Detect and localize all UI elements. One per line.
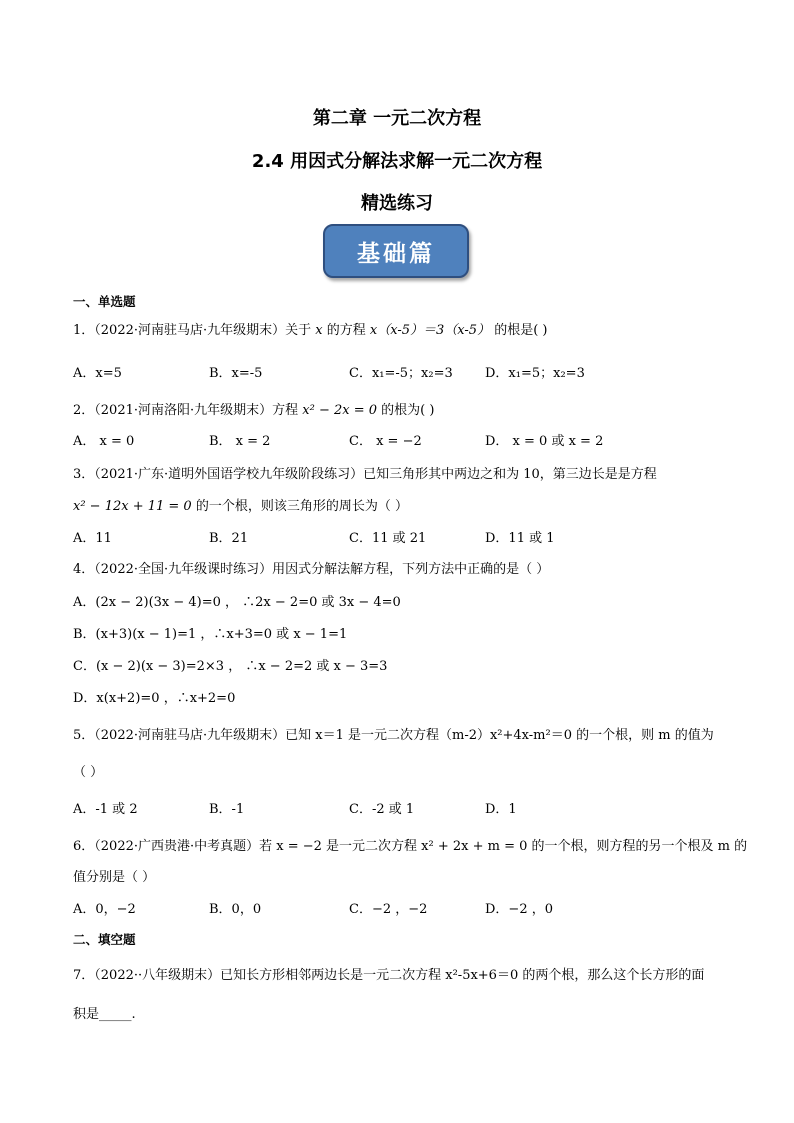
- question-6-stem-line2: 值分别是（ ）: [73, 870, 156, 885]
- question-2-options: [73, 430, 733, 448]
- q1-equation: x（x-5）＝3（x-5）: [369, 323, 491, 338]
- level-badge: 基础篇: [323, 224, 469, 278]
- question-7-stem-line2: 积是_____.: [73, 1007, 136, 1022]
- q1-option-c[interactable]: C．x₁=-5；x₂=3: [349, 366, 453, 381]
- q6-option-c[interactable]: C．−2 ，−2: [349, 902, 428, 917]
- q3-option-d[interactable]: D．11 或 1: [485, 531, 555, 546]
- q1-option-b[interactable]: B．x=-5: [209, 366, 263, 381]
- q3-option-c[interactable]: C．11 或 21: [349, 531, 427, 546]
- question-3-stem-line1: 3．（2021·广东·道明外国语学校九年级阶段练习）已知三角形其中两边之和为 10，第三边长是是方程: [73, 467, 657, 482]
- q2-suffix: 的根为( ): [381, 403, 435, 418]
- q3-suffix: 的一个根，则该三角形的周长为（ ）: [195, 499, 408, 514]
- q2-prefix: 2．（2021·河南洛阳·九年级期末）方程: [73, 403, 299, 418]
- question-7-stem-line1: 7．（2022··八年级期末）已知长方形相邻两边长是一元二次方程 x²-5x+6＝0 的两个根，那么这个长方形的面: [73, 968, 705, 983]
- q2-equation: x² − 2x = 0: [302, 403, 377, 418]
- q5-option-b[interactable]: B．-1: [209, 802, 245, 817]
- chapter-title: 第二章 一元二次方程: [312, 108, 482, 129]
- question-5-options: [73, 798, 733, 816]
- q2-option-d[interactable]: D． x = 0 或 x = 2: [485, 434, 604, 449]
- section-heading-fill-in: 二、填空题: [73, 932, 136, 947]
- q4-option-d[interactable]: D．x(x+2)=0 ，∴x+2=0: [73, 691, 236, 706]
- question-5-stem-line2: （ ）: [73, 765, 104, 780]
- q3-equation: x² − 12x + 11 = 0: [73, 499, 192, 514]
- q4-option-c[interactable]: C．(x − 2)(x − 3)=2×3 ， ∴x − 2=2 或 x − 3=3: [73, 659, 388, 674]
- subtitle: 精选练习: [361, 193, 433, 214]
- q2-option-c[interactable]: C． x = −2: [349, 434, 422, 449]
- q4-option-a[interactable]: A．(2x − 2)(3x − 4)=0 ， ∴2x − 2=0 或 3x − 4=0: [73, 595, 401, 610]
- q1-option-a[interactable]: A．x=5: [73, 366, 122, 381]
- q2-option-b[interactable]: B． x = 2: [209, 434, 271, 449]
- q5-option-c[interactable]: C．-2 或 1: [349, 802, 415, 817]
- q1-middle: 的方程: [326, 323, 366, 338]
- section-heading-single-choice: 一、单选题: [73, 294, 136, 309]
- question-2-stem: [73, 399, 434, 418]
- q5-option-d[interactable]: D．1: [485, 802, 517, 817]
- question-5-stem-line1: 5．（2022·河南驻马店·九年级期末）已知 x＝1 是一元二次方程（m-2）x²+4x-m²＝0 的一个根，则 m 的值为: [73, 728, 714, 743]
- q6-option-a[interactable]: A．0，−2: [73, 902, 136, 917]
- q6-option-b[interactable]: B．0，0: [209, 902, 262, 917]
- q4-option-b[interactable]: B．(x+3)(x − 1)=1 ，∴x+3=0 或 x − 1=1: [73, 627, 348, 642]
- question-1-options: [73, 362, 733, 380]
- question-6-stem-line1: 6．（2022·广西贵港·中考真题）若 x = −2 是一元二次方程 x² + 2x + m = 0 的一个根，则方程的另一个根及 m 的: [73, 839, 748, 854]
- q3-option-a[interactable]: A．11: [73, 531, 112, 546]
- question-6-options: [73, 898, 733, 916]
- lesson-title: 2.4 用因式分解法求解一元二次方程: [251, 151, 543, 172]
- q2-option-a[interactable]: A． x = 0: [73, 434, 135, 449]
- question-3-stem-line2: [73, 495, 408, 514]
- question-4-stem: 4．（2022·全国·九年级课时练习）用因式分解法解方程，下列方法中正确的是（ ）: [73, 562, 550, 577]
- q1-suffix: 的根是( ): [494, 323, 548, 338]
- q1-prefix: 1．（2022·河南驻马店·九年级期末）关于: [73, 323, 312, 338]
- q6-option-d[interactable]: D．−2 ，0: [485, 902, 553, 917]
- question-1-stem: [73, 319, 547, 338]
- q3-option-b[interactable]: B．21: [209, 531, 249, 546]
- question-3-options: [73, 527, 733, 545]
- q1-variable: x: [315, 323, 323, 338]
- q5-option-a[interactable]: A．-1 或 2: [73, 802, 138, 817]
- q1-option-d[interactable]: D．x₁=5；x₂=3: [485, 366, 585, 381]
